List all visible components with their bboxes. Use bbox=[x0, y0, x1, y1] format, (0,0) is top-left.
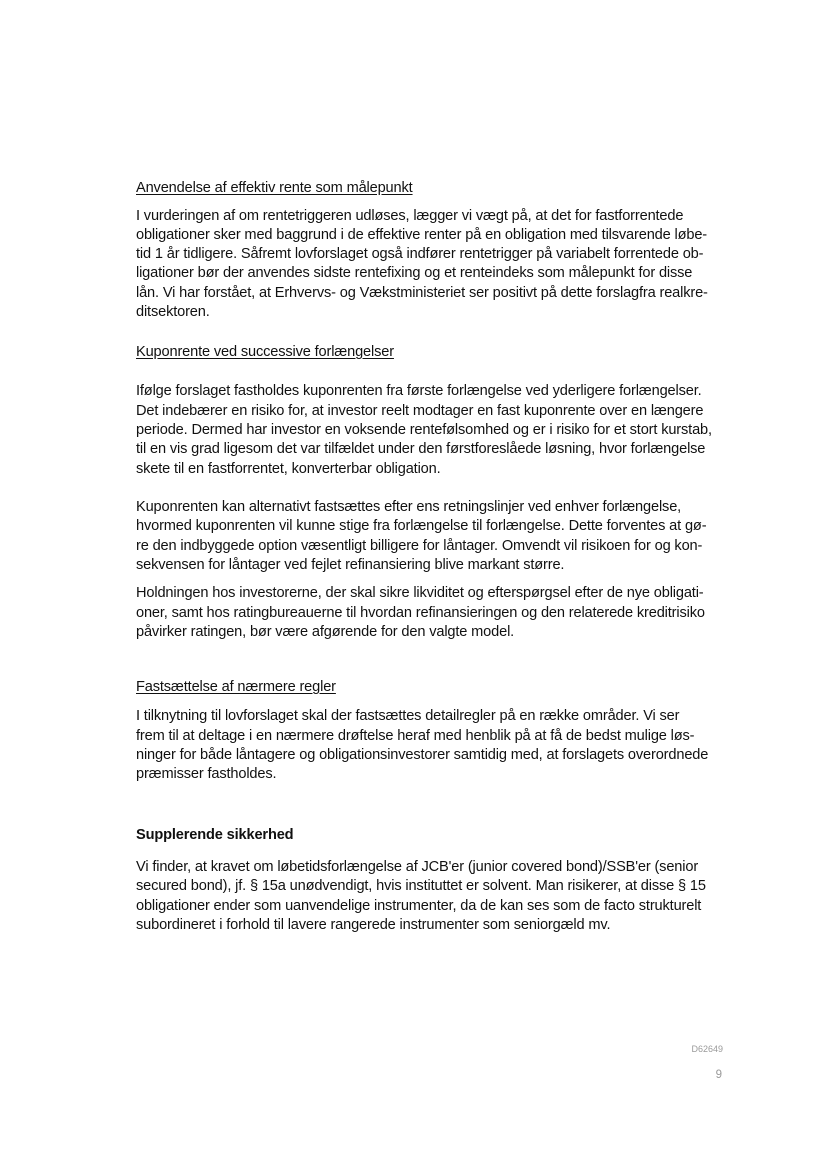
page-number: 9 bbox=[715, 1069, 722, 1081]
text-line: Ifølge forslaget fastholdes kuponrenten fra første forlængelse ved yderligere forlængelser. bbox=[136, 383, 702, 399]
text-line: Det indebærer en risiko for, at investor reelt modtager en fast kuponrente over en længere bbox=[136, 403, 704, 419]
text-line: hvormed kuponrenten vil kunne stige fra forlængelse til forlængelse. Dette forventes at gø- bbox=[136, 518, 707, 534]
text-line: I tilknytning til lovforslaget skal der fastsættes detailregler på en række områder. Vi ser bbox=[136, 708, 680, 724]
text-line: ligationer bør der anvendes sidste rentefixing og et renteindeks som målepunkt for disse bbox=[136, 265, 693, 281]
text-line: Vi finder, at kravet om løbetidsforlængelse af JCB'er (junior covered bond)/SSB'er (senior bbox=[136, 859, 699, 875]
section-heading: Anvendelse af effektiv rente som målepunkt bbox=[136, 180, 413, 196]
section-heading: Kuponrente ved successive forlængelser bbox=[136, 344, 394, 360]
text-line: secured bond), jf. § 15a unødvendigt, hvis instituttet er solvent. Man risikerer, at disse § 15 bbox=[136, 878, 706, 894]
text-line: tid 1 år tidligere. Såfremt lovforslaget også indfører rentetrigger på variabelt forrentede ob- bbox=[136, 246, 704, 262]
text-line: subordineret i forhold til lavere rangerede instrumenter som seniorgæld mv. bbox=[136, 917, 611, 933]
text-line: til en vis grad ligesom det var tilfældet under den førstforeslåede løsning, hvor forlængelse bbox=[136, 441, 706, 457]
section-heading: Supplerende sikkerhed bbox=[136, 827, 294, 843]
text-line: obligationer ender som uanvendelige instrumenter, da de kan ses som de facto strukturelt bbox=[136, 898, 702, 914]
document-id: D62649 bbox=[691, 1044, 723, 1054]
text-line: obligationer sker med baggrund i de effektive renter på en obligation med tilsvarende løbe- bbox=[136, 227, 707, 243]
section-heading: Fastsættelse af nærmere regler bbox=[136, 679, 336, 695]
text-line: sekvensen for låntager ved fejlet refinansiering blive markant større. bbox=[136, 557, 565, 573]
text-line: I vurderingen af om rentetriggeren udløses, lægger vi vægt på, at det for fastforrentede bbox=[136, 208, 684, 224]
text-line: re den indbyggede option væsentligt billigere for låntager. Omvendt vil risikoen for og kon- bbox=[136, 538, 703, 554]
text-line: ninger for både låntagere og obligationsinvestorer samtidig med, at forslagets overordnede bbox=[136, 747, 709, 763]
text-line: ditsektoren. bbox=[136, 304, 210, 320]
text-line: Holdningen hos investorerne, der skal sikre likviditet og efterspørgsel efter de nye obligati- bbox=[136, 585, 704, 601]
text-line: lån. Vi har forstået, at Erhvervs- og Vækstministeriet ser positivt på dette forslagfra realkre- bbox=[136, 285, 708, 301]
text-line: Kuponrenten kan alternativt fastsættes efter ens retningslinjer ved enhver forlængelse, bbox=[136, 499, 682, 515]
text-line: frem til at deltage i en nærmere drøftelse heraf med henblik på at få de bedst mulige løs- bbox=[136, 728, 695, 744]
text-line: oner, samt hos ratingbureauerne til hvordan refinansieringen og den relaterede kreditrisiko bbox=[136, 605, 705, 621]
text-line: præmisser fastholdes. bbox=[136, 766, 277, 782]
text-line: periode. Dermed har investor en voksende rentefølsomhed og er i risiko for et stort kurstab, bbox=[136, 422, 712, 438]
text-line: skete til en fastforrentet, konverterbar obligation. bbox=[136, 461, 441, 477]
text-line: påvirker ratingen, bør være afgørende for den valgte model. bbox=[136, 624, 515, 640]
